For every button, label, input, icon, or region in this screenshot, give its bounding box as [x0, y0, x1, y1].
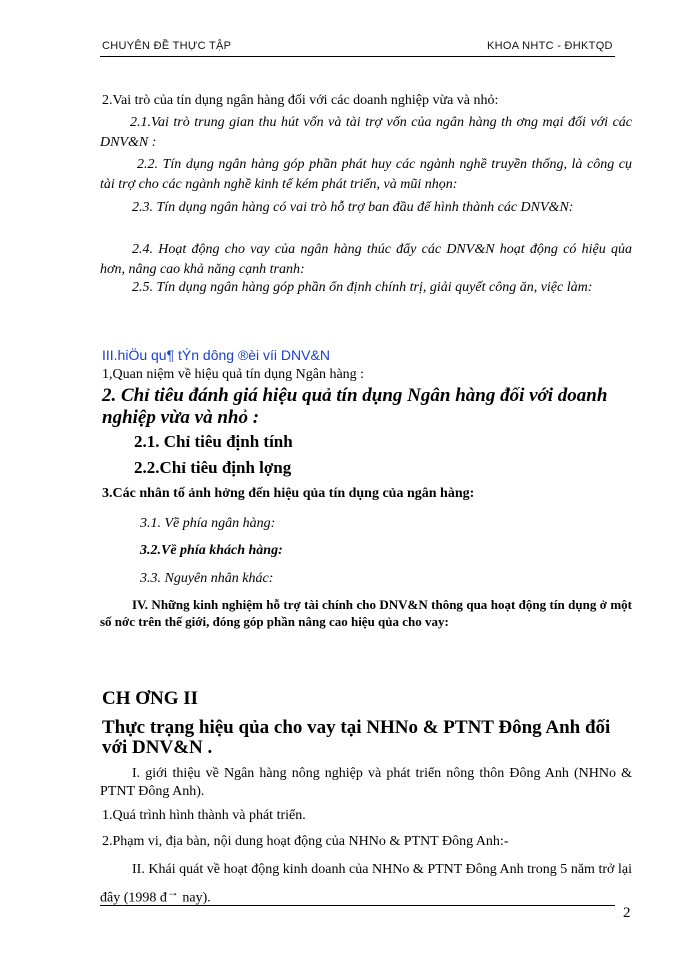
- chapter-section-1-2: 2.Phạm vi, địa bàn, nội dung hoạt động của NHNo & PTNT Đông Anh:-: [102, 834, 509, 849]
- header-left: CHUYÊN ĐỀ THỰC TẬP: [102, 40, 232, 52]
- item-2-1: 2.1.Vai trò trung gian thu hút vốn và tài trợ vốn của ngân hàng th ơng mại đối với các DNV&N :: [100, 115, 632, 150]
- section-3-3-2: 3.2.Về phía khách hàng:: [140, 543, 283, 558]
- section-3-1: 1,Quan niệm về hiệu quả tín dụng Ngân hàng :: [102, 367, 365, 382]
- item-2-4: 2.4. Hoạt động cho vay của ngân hàng thúc đẩy các DNV&N hoạt động có hiệu qủa hơn, nâng cao khả năng cạnh tranh:: [100, 242, 632, 277]
- section-3-title: III.hiÖu qu¶ tÝn dông ®èi víi DNV&N: [102, 347, 330, 363]
- section-4: IV. Những kinh nghiệm hỗ trợ tài chính cho DNV&N thông qua hoạt động tín dụng ở một số nớc trên thế giới, đóng góp phần nâng cao hiệu qủa cho vay:: [100, 597, 632, 629]
- item-2-3: 2.3. Tín dụng ngân hàng có vai trò hỗ trợ ban đầu để hình thành các DNV&N:: [132, 200, 574, 215]
- header-rule: [100, 56, 615, 57]
- arrow-icon: →: [166, 885, 179, 899]
- footer-rule: [100, 905, 615, 906]
- chapter-section-1-1: 1.Quá trình hình thành và phát triển.: [102, 808, 306, 823]
- section-3-2: 2. Chỉ tiêu đánh giá hiệu quả tín dụng Ngân hàng đối với doanh nghiệp vừa và nhỏ :: [102, 385, 608, 428]
- chapter-section-2-text: II. Khái quát về hoạt động kinh doanh của NHNo & PTNT Đông Anh trong 5 năm trở lại đây (1998 đ: [100, 862, 632, 906]
- section-3-3-3: 3.3. Nguyên nhân khác:: [140, 571, 274, 586]
- item-2-5: 2.5. Tín dụng ngân hàng góp phần ổn định chính trị, giải quyết công ăn, việc làm:: [132, 280, 593, 295]
- section-3-3-1: 3.1. Về phía ngân hàng:: [140, 516, 276, 531]
- chapter-title: Thực trạng hiệu qủa cho vay tại NHNo & PTNT Đông Anh đối với DNV&N .: [102, 717, 611, 758]
- page-number: 2: [623, 905, 631, 921]
- chapter-section-1: I. giới thiệu về Ngân hàng nông nghiệp và phát triển nông thôn Đông Anh (NHNo & PTNT Đông Anh).: [100, 766, 632, 799]
- chapter-heading: CH ƠNG II: [102, 688, 199, 709]
- chapter-section-2-end: nay).: [182, 890, 211, 906]
- chapter-section-2: [100, 859, 632, 910]
- section-2-title: 2.Vai trò của tín dụng ngân hàng đối với các doanh nghiệp vừa và nhỏ:: [102, 93, 499, 108]
- header-right: KHOA NHTC - ĐHKTQD: [487, 40, 613, 52]
- section-3-2-2: 2.2.Chỉ tiêu định lợng: [134, 458, 292, 477]
- section-3-3: 3.Các nhân tố ảnh hởng đến hiệu qủa tín dụng của ngân hàng:: [102, 486, 475, 501]
- section-3-2-1: 2.1. Chỉ tiêu định tính: [134, 432, 293, 451]
- item-2-2: 2.2. Tín dụng ngân hàng góp phần phát huy các ngành nghề truyền thống, là công cụ tài trợ cho các ngành nghề kinh tế kém phát triển, và mũi nhọn:: [100, 157, 632, 192]
